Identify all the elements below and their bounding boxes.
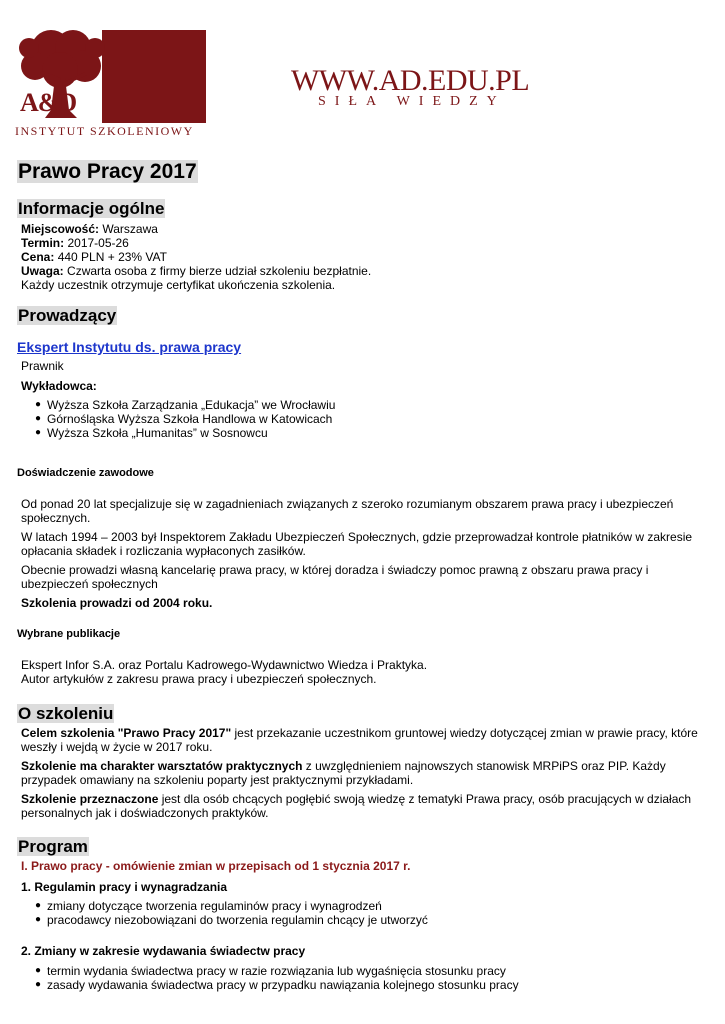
- experience-text: [21, 497, 706, 610]
- about-p2-rest: z uwzględnieniem najnowszych stanowisk MRPiPS oraz PIP. Każdy przypadek omawiany na szkoleniu poparty jest praktycznymi przykładami.: [21, 759, 666, 787]
- note-label: Uwaga:: [21, 264, 64, 278]
- logo-institute: INSTYTUT SZKOLENIOWY: [15, 124, 194, 138]
- note-value: Czwarta osoba z firmy bierze udział szkoleniu bezpłatnie.: [67, 264, 372, 278]
- price-value: 440 PLN + 23% VAT: [57, 250, 167, 264]
- general-heading: Informacje ogólne: [18, 199, 165, 218]
- experience-heading: Doświadczenie zawodowe: [17, 467, 154, 479]
- program-heading: Program: [18, 837, 88, 856]
- program-part-title: I. Prawo pracy - omówienie zmian w przepisach od 1 stycznia 2017 r.: [21, 859, 411, 873]
- logo-website: WWW.AD.EDU.PL: [291, 64, 530, 97]
- place-value: Warszawa: [102, 222, 158, 236]
- trainer-heading: Prowadzący: [18, 306, 117, 325]
- experience-paragraph: Od ponad 20 lat specjalizuje się w zagadnieniach związanych z szeroko rozumianym obszarem prawa pracy i ubezpieczeń społecznych.: [21, 497, 674, 525]
- trainer-link[interactable]: Ekspert Instytutu ds. prawa pracy: [17, 339, 242, 355]
- about-paragraph: [21, 726, 706, 754]
- about-p1-bold: Celem szkolenia "Prawo Pracy 2017": [21, 726, 232, 740]
- publication-item: Ekspert Infor S.A. oraz Portalu Kadrowego-Wydawnictwo Wiedza i Praktyka.: [21, 658, 428, 672]
- experience-paragraph: Obecnie prowadzi własną kancelarię prawa pracy, w której doradza i świadczy pomoc prawną z obszaru prawa pracy i ubezpieczeń społecznych: [21, 563, 649, 591]
- about-text: [21, 726, 706, 820]
- about-p1-rest: jest przekazanie uczestnikom gruntowej wiedzy dotyczącej zmian w prawie pracy, które weszły i wejdą w życie w 2017 roku.: [21, 726, 698, 754]
- program-section-title: 2. Zmiany w zakresie wydawania świadectw pracy: [21, 944, 306, 958]
- program-section-list: [35, 964, 519, 992]
- about-p3-bold: Szkolenie przeznaczone: [21, 792, 159, 806]
- program-section-list: [35, 899, 428, 927]
- general-info: [21, 222, 711, 292]
- trainer-profession: Prawnik: [21, 359, 64, 373]
- publication-item: Autor artykułów z zakresu prawa pracy i ubezpieczeń społecznych.: [21, 672, 377, 686]
- list-item: ● zasady wydawania świadectwa pracy w przypadku nawiązania kolejnego stosunku pracy: [35, 978, 519, 992]
- about-p3-rest: jest dla osób chcących pogłębić swoją wiedzę z tematyki Prawa pracy, osób pracujących w działach personalnych jak i doświadczonych praktyków.: [21, 792, 692, 820]
- price-label: Cena:: [21, 250, 55, 264]
- date-label: Termin:: [21, 236, 65, 250]
- about-p2-bold: Szkolenie ma charakter warsztatów praktycznych: [21, 759, 303, 773]
- list-item: ● termin wydania świadectwa pracy w razie rozwiązania lub wygaśnięcia stosunku pracy: [35, 964, 519, 978]
- page-title: Prawo Pracy 2017: [18, 160, 197, 183]
- list-item: ● Górnośląska Wyższa Szkoła Handlowa w Katowicach: [35, 412, 335, 426]
- schools-list: [35, 398, 335, 440]
- list-item: ● Wyższa Szkoła Zarządzania „Edukacja” we Wrocławiu: [35, 398, 335, 412]
- certificate-note: Każdy uczestnik otrzymuje certyfikat ukończenia szkolenia.: [21, 278, 336, 292]
- training-since: Szkolenia prowadzi od 2004 roku.: [21, 596, 213, 610]
- logo-tagline: SIŁA WIEDZY: [318, 94, 506, 109]
- list-item: ● pracodawcy niezobowiązani do tworzenia regulamin chcący je utworzyć: [35, 913, 428, 927]
- about-paragraph: [21, 759, 706, 787]
- tree-logo-icon: [15, 28, 207, 138]
- list-item: ● zmiany dotyczące tworzenia regulaminów pracy i wynagrodzeń: [35, 899, 428, 913]
- list-item: ● Wyższa Szkoła „Humanitas” w Sosnowcu: [35, 426, 335, 440]
- lecturer-label: Wykładowca:: [21, 379, 97, 393]
- program-section-title: 1. Regulamin pracy i wynagradzania: [21, 880, 228, 894]
- logo-monogram: A&D: [20, 88, 77, 117]
- about-paragraph: [21, 792, 706, 820]
- place-label: Miejscowość:: [21, 222, 100, 236]
- publications-heading: Wybrane publikacje: [17, 628, 121, 640]
- logo: [15, 28, 207, 138]
- experience-paragraph: W latach 1994 – 2003 był Inspektorem Zakładu Ubezpieczeń Społecznych, gdzie przeprowadzał kontrole płatników w zakresie opłacania składek i rozliczania wypłaconych zasiłków.: [21, 530, 693, 558]
- date-value: 2017-05-26: [67, 236, 129, 250]
- about-heading: O szkoleniu: [18, 704, 114, 723]
- publications-list: [21, 658, 706, 686]
